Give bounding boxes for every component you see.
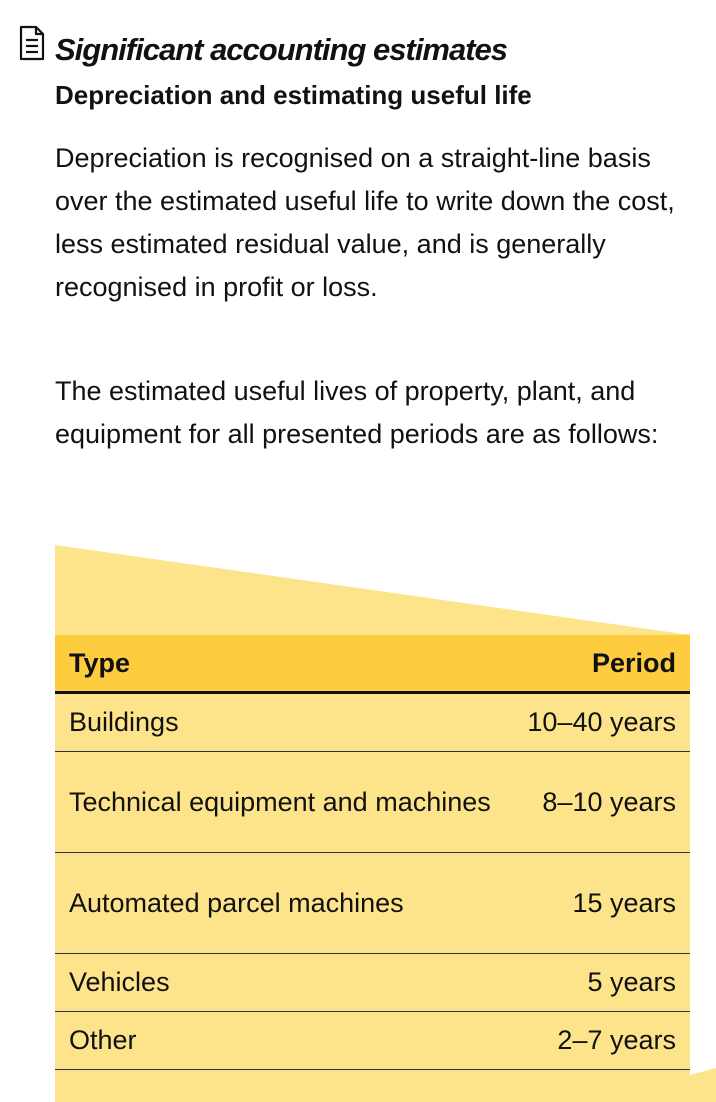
- type-cell: Buildings: [55, 693, 511, 752]
- table-row: [55, 853, 690, 954]
- period-cell: 2–7 years: [511, 1012, 690, 1070]
- type-cell: Technical equipment and machines: [55, 752, 511, 853]
- period-cell: 5 years: [511, 954, 690, 1012]
- table-row: [55, 693, 690, 752]
- type-cell: Vehicles: [55, 954, 511, 1012]
- table-row: [55, 752, 690, 853]
- type-cell: Other: [55, 1012, 511, 1070]
- column-header-period: Period: [511, 635, 690, 693]
- period-cell: 8–10 years: [511, 752, 690, 853]
- period-cell: 10–40 years: [511, 693, 690, 752]
- table-header-row: [55, 635, 690, 693]
- table-row: [55, 1012, 690, 1070]
- section-title: Significant accounting estimates: [55, 32, 508, 67]
- useful-life-table: [55, 635, 690, 1070]
- depreciation-paragraph: Depreciation is recognised on a straight-line basis over the estimated useful life to write down the cost, less estimated residual value, and is generally recognised in profit or loss.: [55, 143, 675, 302]
- type-cell: Automated parcel machines: [55, 853, 511, 954]
- document-icon: [19, 25, 45, 61]
- column-header-type: Type: [55, 635, 511, 693]
- period-cell: 15 years: [511, 853, 690, 954]
- useful-lives-paragraph: The estimated useful lives of property, plant, and equipment for all presented periods are as follows:: [55, 376, 659, 449]
- section-subtitle: Depreciation and estimating useful life: [55, 80, 532, 110]
- table-row: [55, 954, 690, 1012]
